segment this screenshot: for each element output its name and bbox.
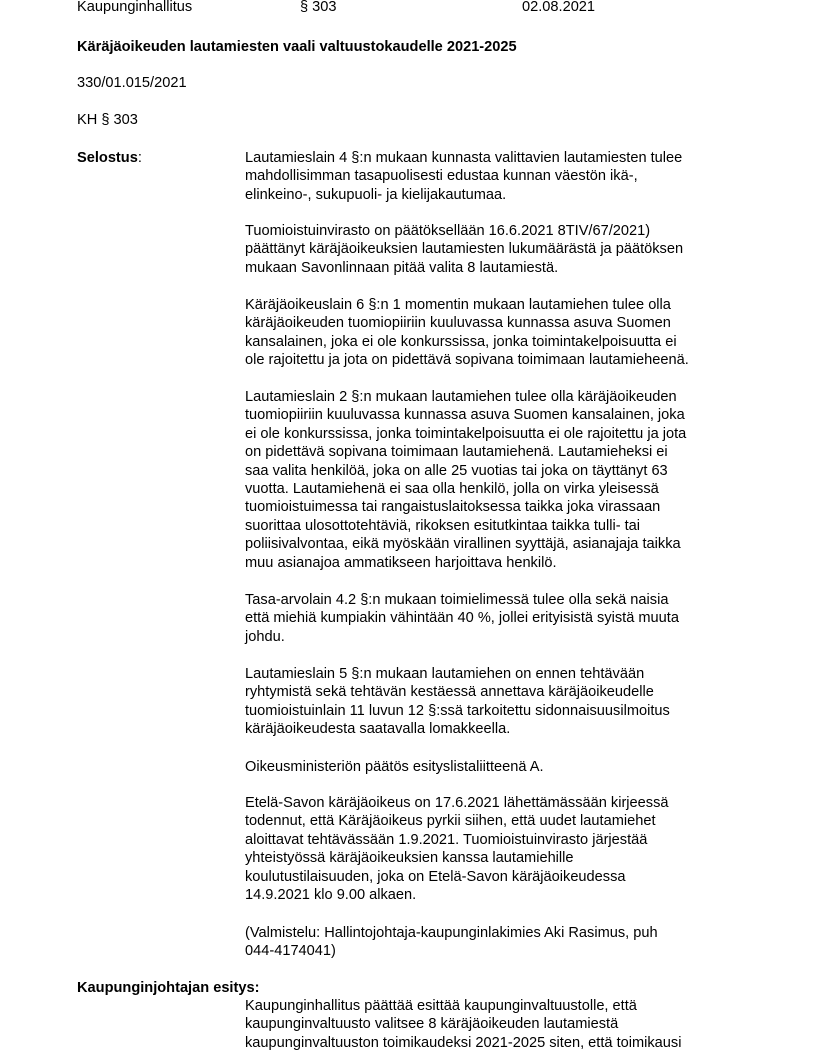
text-line: suorittaa ulosottotehtäviä, rikoksen esitutkintaa taikka tulli- tai	[245, 517, 641, 534]
text-line: Lautamieslain 4 §:n mukaan kunnasta valittavien lautamiesten tulee	[245, 150, 683, 166]
selostus-paragraph-7	[245, 758, 745, 776]
text-line: tuomioistuimessa tai rangaistuslaitoksessa taikka joka virassaan	[245, 499, 661, 516]
kh-reference: KH § 303	[77, 112, 138, 128]
esitys-label: Kaupunginjohtajan esitys:	[77, 980, 260, 996]
esitys-paragraph	[245, 997, 745, 1052]
text-line: käräjäoikeuden tuomiopiiriin kuuluvassa kunnassa asuva Suomen	[245, 315, 671, 332]
text-line: poliisivalvontaa, eikä myöskään virallinen syyttäjä, asianajaja taikka	[245, 536, 681, 553]
selostus-label-row	[77, 149, 142, 167]
selostus-paragraph-4	[245, 388, 745, 572]
document-title: Käräjäoikeuden lautamiesten vaali valtuustokaudelle 2021-2025	[77, 39, 517, 55]
text-line: mukaan Savonlinnaan pitää valita 8 lautamiestä.	[245, 259, 559, 276]
text-line: Lautamieslain 2 §:n mukaan lautamiehen tulee olla käräjäoikeuden	[245, 389, 677, 405]
text-line: (Valmistelu: Hallintojohtaja-kaupunginlakimies Aki Rasimus, puh	[245, 925, 658, 941]
text-line: että miehiä kumpiakin vähintään 40 %, jollei erityisistä syistä muuta	[245, 610, 679, 627]
text-line: koulutustilaisuuden, joka on Etelä-Savon käräjäoikeudessa	[245, 868, 626, 885]
text-line: elinkeino-, sukupuoli- ja kielijakautumaa.	[245, 186, 507, 203]
header-section: § 303	[300, 0, 337, 15]
header-date: 02.08.2021	[522, 0, 596, 15]
text-line: Etelä-Savon käräjäoikeus on 17.6.2021 lähettämässään kirjeessä	[245, 795, 669, 811]
selostus-paragraph-1	[245, 149, 745, 204]
text-line: tuomioistuinlain 11 luvun 12 §:ssä tarkoitettu sidonnaisuusilmoitus	[245, 702, 670, 719]
text-line: Lautamieslain 5 §:n mukaan lautamiehen on ennen tehtävään	[245, 666, 645, 682]
text-line: Tuomioistuinvirasto on päätöksellään 16.6.2021 8TIV/67/2021)	[245, 223, 651, 239]
selostus-paragraph-5	[245, 591, 745, 646]
selostus-label: Selostus	[77, 150, 138, 166]
text-line: vuotta. Lautamiehenä ei saa olla henkilö, jolla on virka yleisessä	[245, 481, 659, 498]
text-line: 044-4174041)	[245, 943, 336, 960]
text-line: saa valita henkilöä, joka on alle 25 vuotias tai joka on täyttänyt 63	[245, 462, 668, 479]
text-line: yhteistyössä käräjäoikeuksien kanssa lautamiehille	[245, 850, 574, 867]
text-line: ei ole konkurssissa, jonka toimintakelpoisuutta ei ole rajoitettu ja jota	[245, 425, 687, 442]
text-line: 14.9.2021 klo 9.00 alkaen.	[245, 887, 417, 904]
text-line: johdu.	[245, 628, 285, 645]
text-line: kansalainen, joka ei ole konkurssissa, jonka toimintakelpoisuutta ei	[245, 333, 677, 350]
text-line: Käräjäoikeuslain 6 §:n 1 momentin mukaan lautamiehen tulee olla	[245, 297, 671, 313]
text-line: ryhtymistä sekä tehtävän kestäessä annettava käräjäoikeudelle	[245, 684, 654, 701]
text-line: on pidettävä sopivana toimimaan lautamiehenä. Lautamieheksi ei	[245, 444, 668, 461]
text-line: Kaupunginhallitus päättää esittää kaupunginvaltuustolle, että	[245, 998, 637, 1014]
text-line: mahdollisimman tasapuolisesti edustaa kunnan väestön ikä-,	[245, 168, 638, 185]
text-line: kaupunginvaltuuston toimikaudeksi 2021-2025 siten, että toimikausi	[245, 1034, 682, 1051]
header-organ: Kaupunginhallitus	[77, 0, 193, 15]
text-line: Tasa-arvolain 4.2 §:n mukaan toimielimessä tulee olla sekä naisia	[245, 592, 669, 608]
reference-number: 330/01.015/2021	[77, 75, 187, 91]
text-line: käräjäoikeudesta saatavalla lomakkeella.	[245, 721, 511, 738]
text-line: tuomiopiiriin kuuluvassa kunnassa asuva Suomen kansalainen, joka	[245, 407, 685, 424]
selostus-paragraph-6	[245, 665, 745, 739]
selostus-paragraph-3	[245, 296, 745, 370]
selostus-colon: :	[137, 150, 142, 166]
text-line: todennut, että Käräjäoikeus pyrkii siihen, että uudet lautamiehet	[245, 813, 656, 830]
text-line: Oikeusministeriön päätös esityslistaliitteenä A.	[245, 759, 544, 775]
text-line: aloittavat tehtävässään 1.9.2021. Tuomioistuinvirasto järjestää	[245, 831, 648, 848]
text-line: ole rajoitettu ja jota on pidettävä sopivana toimimaan lautamieheenä.	[245, 352, 689, 369]
text-line: päättänyt käräjäoikeuksien lautamiesten lukumäärästä ja päätöksen	[245, 241, 684, 258]
selostus-paragraph-9	[245, 924, 745, 961]
selostus-paragraph-2	[245, 222, 745, 277]
text-line: muu asianajoa ammatikseen harjoittava henkilö.	[245, 554, 557, 571]
text-line: kaupunginvaltuusto valitsee 8 käräjäoikeuden lautamiestä	[245, 1016, 619, 1033]
selostus-paragraph-8	[245, 794, 745, 904]
